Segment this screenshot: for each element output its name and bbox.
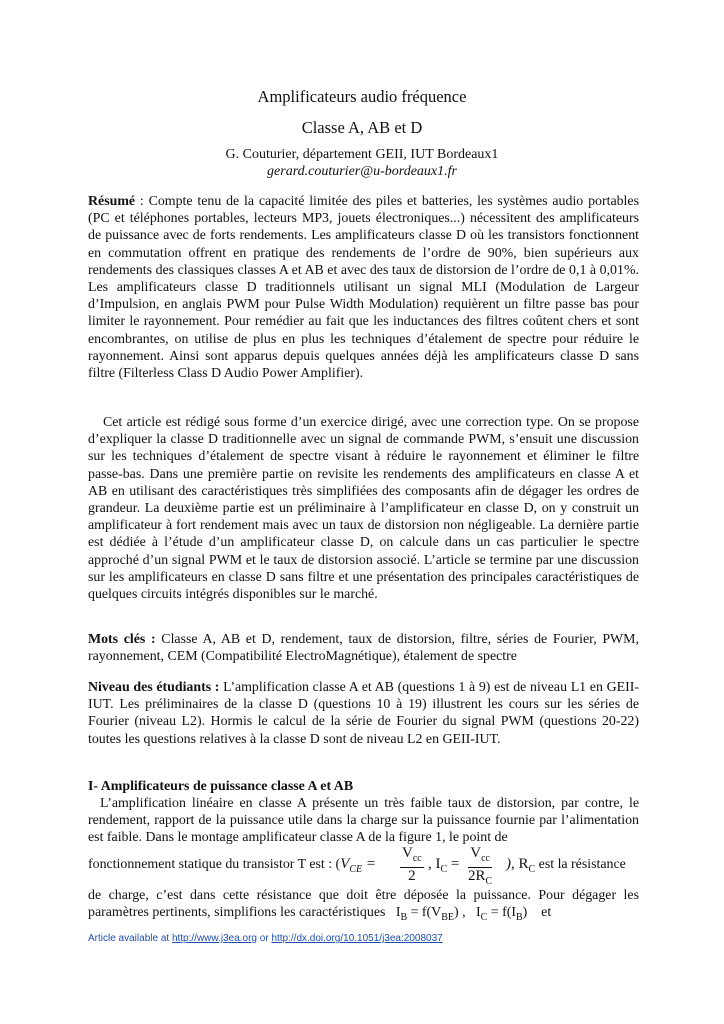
ib-function: $I_B = f(V_{BE})$ — [395, 905, 459, 923]
author-affiliation: G. Couturier, département GEII, IUT Bordeaux1 — [225, 147, 499, 162]
doi-link[interactable]: http://dx.doi.org/10.1051/j3ea:2008037 — [271, 933, 443, 944]
paper-title-line1: Amplificateurs audio fréquence — [257, 87, 467, 106]
section-heading: I- Amplificateurs de puissance classe A et AB — [88, 779, 354, 794]
vcc-over-two-fraction: $\frac{V_{cc}}{2}$ — [402, 845, 422, 884]
section-body-paragraph: L’amplification linéaire en classe A présente un très faible taux de distorsion, par contre, le rendement, rapport de la puissance utile dans la charge sur la puissance fournie par l’alimentation est faible. Dans le montage amplificateur classe A de la figure 1, le point de — [88, 796, 639, 846]
abstract-paragraph — [88, 193, 639, 382]
author-email: gerard.couturier@u-bordeaux1.fr — [267, 164, 457, 179]
keywords-text: Classe A, AB et D, rendement, taux de distorsion, filtre, séries de Fourier, PWM, rayonnement, CEM (Compatibilité ElectroMagnétique), étalement de spectre — [88, 632, 639, 665]
abstract-label: Résumé — [88, 194, 136, 209]
footer-availability: Article available at http://www.j3ea.org or http://dx.doi.org/10.1051/j3ea:2008037 — [88, 933, 443, 944]
abstract-text: : Compte tenu de la capacité limitée des piles et batteries, les systèmes audio portables (PC et téléphones portables, lecteurs MP3, jouets électroniques...) nécessitent des amplificateurs de puissance avec de forts rendements. Les amplificateurs classe D où les transistors fonctionnent en commutation offrent en pratique des rendements de l’ordre de 90%, bien supérieurs aux rendements des classiques classes A et AB et avec des taux de distorsion de l’ordre de 0,1 à 0,01%. Les amplificateurs classe D traditionnels utilisant un signal MLI (Modulation de Largeur d’Impulsion, en anglais PWM pour Pulse Width Modulation) requièrent un filtre passe bas pour limiter le rayonnement. Pour remédier au fait que les inductances des filtres coûtent chers et sont encombrantes, on utilise de plus en plus les techniques d’étalement de spectre pour réduire le rayonnement. Ainsi sont apparus depuis quelques années déjà les amplificateurs classe D sans filtre (Filterless Class D Audio Power Amplifier). — [88, 194, 639, 382]
ic-label: , $I_C$ = — [428, 856, 460, 875]
article-description-paragraph: Cet article est rédigé sous forme d’un exercice dirigé, avec une correction type. On se propose d’expliquer la classe D traditionnelle avec un signal de commande PWM, s’ensuit une discussion sur les techniques d’étalement de spectre visant à réduire le rayonnement et éliminer le filtre passe-bas. Dans une première partie on revisite les rendements des amplificateurs en classe A et AB en utilisant des caractéristiques très simplifiées des composants afin de dégager les ordres de grandeur. La deuxième partie est un préliminaire à l’amplificateur en classe D, on y construit un amplificateur à fort rendement mais avec un taux de distorsion non négligeable. La dernière partie est dédiée à l’étude d’un amplificateur classe D, on calcule dans un cas particulier le spectre approché d’un signal PWM et le taux de distorsion associé. L’article se termine par une discussion sur les amplificateurs en classe D sans filtre et une présentation des principales caractéristiques de quelques circuits intégrés disponibles sur le marché. — [88, 415, 639, 603]
ic-function: $I_C = f(I_B)$ — [476, 905, 528, 923]
equation-lead-text: fonctionnement statique du transistor T est : ($V_{CE}$ = — [88, 856, 377, 875]
j3ea-link[interactable]: http://www.j3ea.org — [171, 933, 257, 944]
keywords-label: Mots clés : — [88, 632, 156, 647]
paper-title-line2: Classe A, AB et D — [301, 118, 423, 137]
vcc-over-2rc-fraction: $\frac{V_{cc}}{2R_C}$ — [468, 845, 493, 887]
student-level-paragraph — [88, 679, 639, 748]
operating-point-equation-line — [88, 845, 639, 885]
level-label: Niveau des étudiants : — [88, 680, 220, 695]
keywords-paragraph — [88, 631, 639, 665]
level-text: L’amplification classe A et AB (questions 1 à 9) est de niveau L1 en GEII-IUT. Les préliminaires de la classe D (questions 10 à 19) illustrent les cours sur les séries de Fourier (niveau L2). Hormis le calcul de la série de Fourier du signal PWM (questions 20-22) toutes les questions relatives à la classe D sont de niveau L2 en GEII-IUT. — [88, 680, 639, 747]
characteristics-paragraph: de charge, c’est dans cette résistance que doit être déposée la puissance. Pour dégager les paramètres pertinents, simplifions les caractéristiques $I_B = f(V_{BE})$ , $I_C = f(I_B)$ et — [88, 888, 639, 923]
rc-resistance-label: ), $R_C$ est la résistance — [506, 856, 626, 875]
